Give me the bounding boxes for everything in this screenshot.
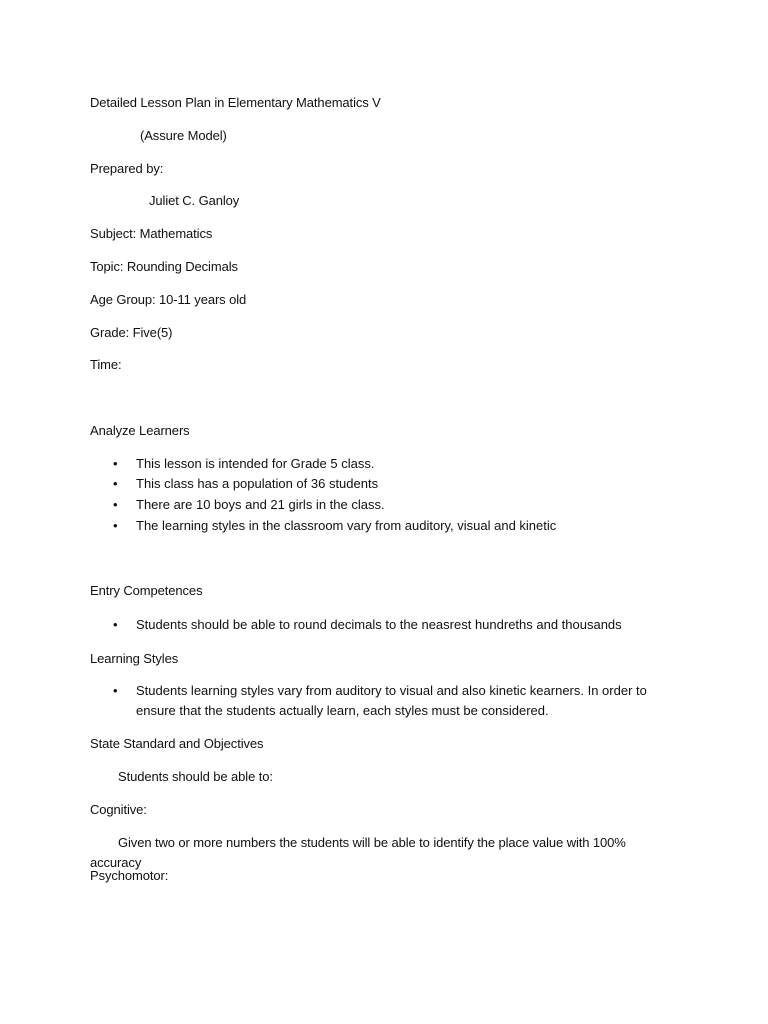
list-item-text: This lesson is intended for Grade 5 class. bbox=[136, 456, 375, 471]
topic-line: Topic: Rounding Decimals bbox=[90, 259, 238, 274]
document-title: Detailed Lesson Plan in Elementary Mathematics V bbox=[90, 95, 381, 110]
age-group-line: Age Group: 10-11 years old bbox=[90, 292, 247, 307]
entry-competences-heading: Entry Competences bbox=[90, 583, 203, 598]
time-line: Time: bbox=[90, 357, 122, 372]
list-item-text: Students learning styles vary from auditory to visual and also kinetic kearners. In order to ensure that the students actually learn, each styles must be considered. bbox=[136, 683, 647, 718]
list-item bbox=[113, 516, 713, 536]
standards-heading: State Standard and Objectives bbox=[90, 736, 264, 751]
list-item-text: Students should be able to round decimals to the neasrest hundreths and thousands bbox=[136, 617, 622, 632]
cognitive-text-continued: accuracy bbox=[90, 855, 142, 870]
bullet-icon: • bbox=[113, 518, 118, 533]
document-subtitle: (Assure Model) bbox=[140, 128, 227, 143]
list-item bbox=[113, 454, 713, 474]
bullet-icon: • bbox=[113, 476, 118, 491]
prepared-by-label: Prepared by: bbox=[90, 161, 164, 176]
list-item-text: This class has a population of 36 students bbox=[136, 476, 379, 491]
learning-styles-heading: Learning Styles bbox=[90, 651, 179, 666]
list-item bbox=[113, 615, 713, 635]
list-item bbox=[113, 681, 713, 723]
author-name: Juliet C. Ganloy bbox=[149, 193, 240, 208]
cognitive-label: Cognitive: bbox=[90, 802, 147, 817]
bullet-icon: • bbox=[113, 617, 118, 632]
grade-line: Grade: Five(5) bbox=[90, 325, 173, 340]
analyze-learners-heading: Analyze Learners bbox=[90, 423, 190, 438]
bullet-icon: • bbox=[113, 683, 118, 698]
list-item bbox=[113, 495, 713, 515]
standards-intro: Students should be able to: bbox=[118, 769, 273, 784]
subject-line: Subject: Mathematics bbox=[90, 226, 213, 241]
bullet-icon: • bbox=[113, 497, 118, 512]
psychomotor-label: Psychomotor: bbox=[90, 868, 169, 883]
cognitive-text: Given two or more numbers the students will be able to identify the place value with 100% bbox=[118, 835, 626, 850]
list-item-text: There are 10 boys and 21 girls in the class. bbox=[136, 497, 385, 512]
list-item-text: The learning styles in the classroom vary from auditory, visual and kinetic bbox=[136, 518, 557, 533]
bullet-icon: • bbox=[113, 456, 118, 471]
list-item bbox=[113, 474, 713, 494]
